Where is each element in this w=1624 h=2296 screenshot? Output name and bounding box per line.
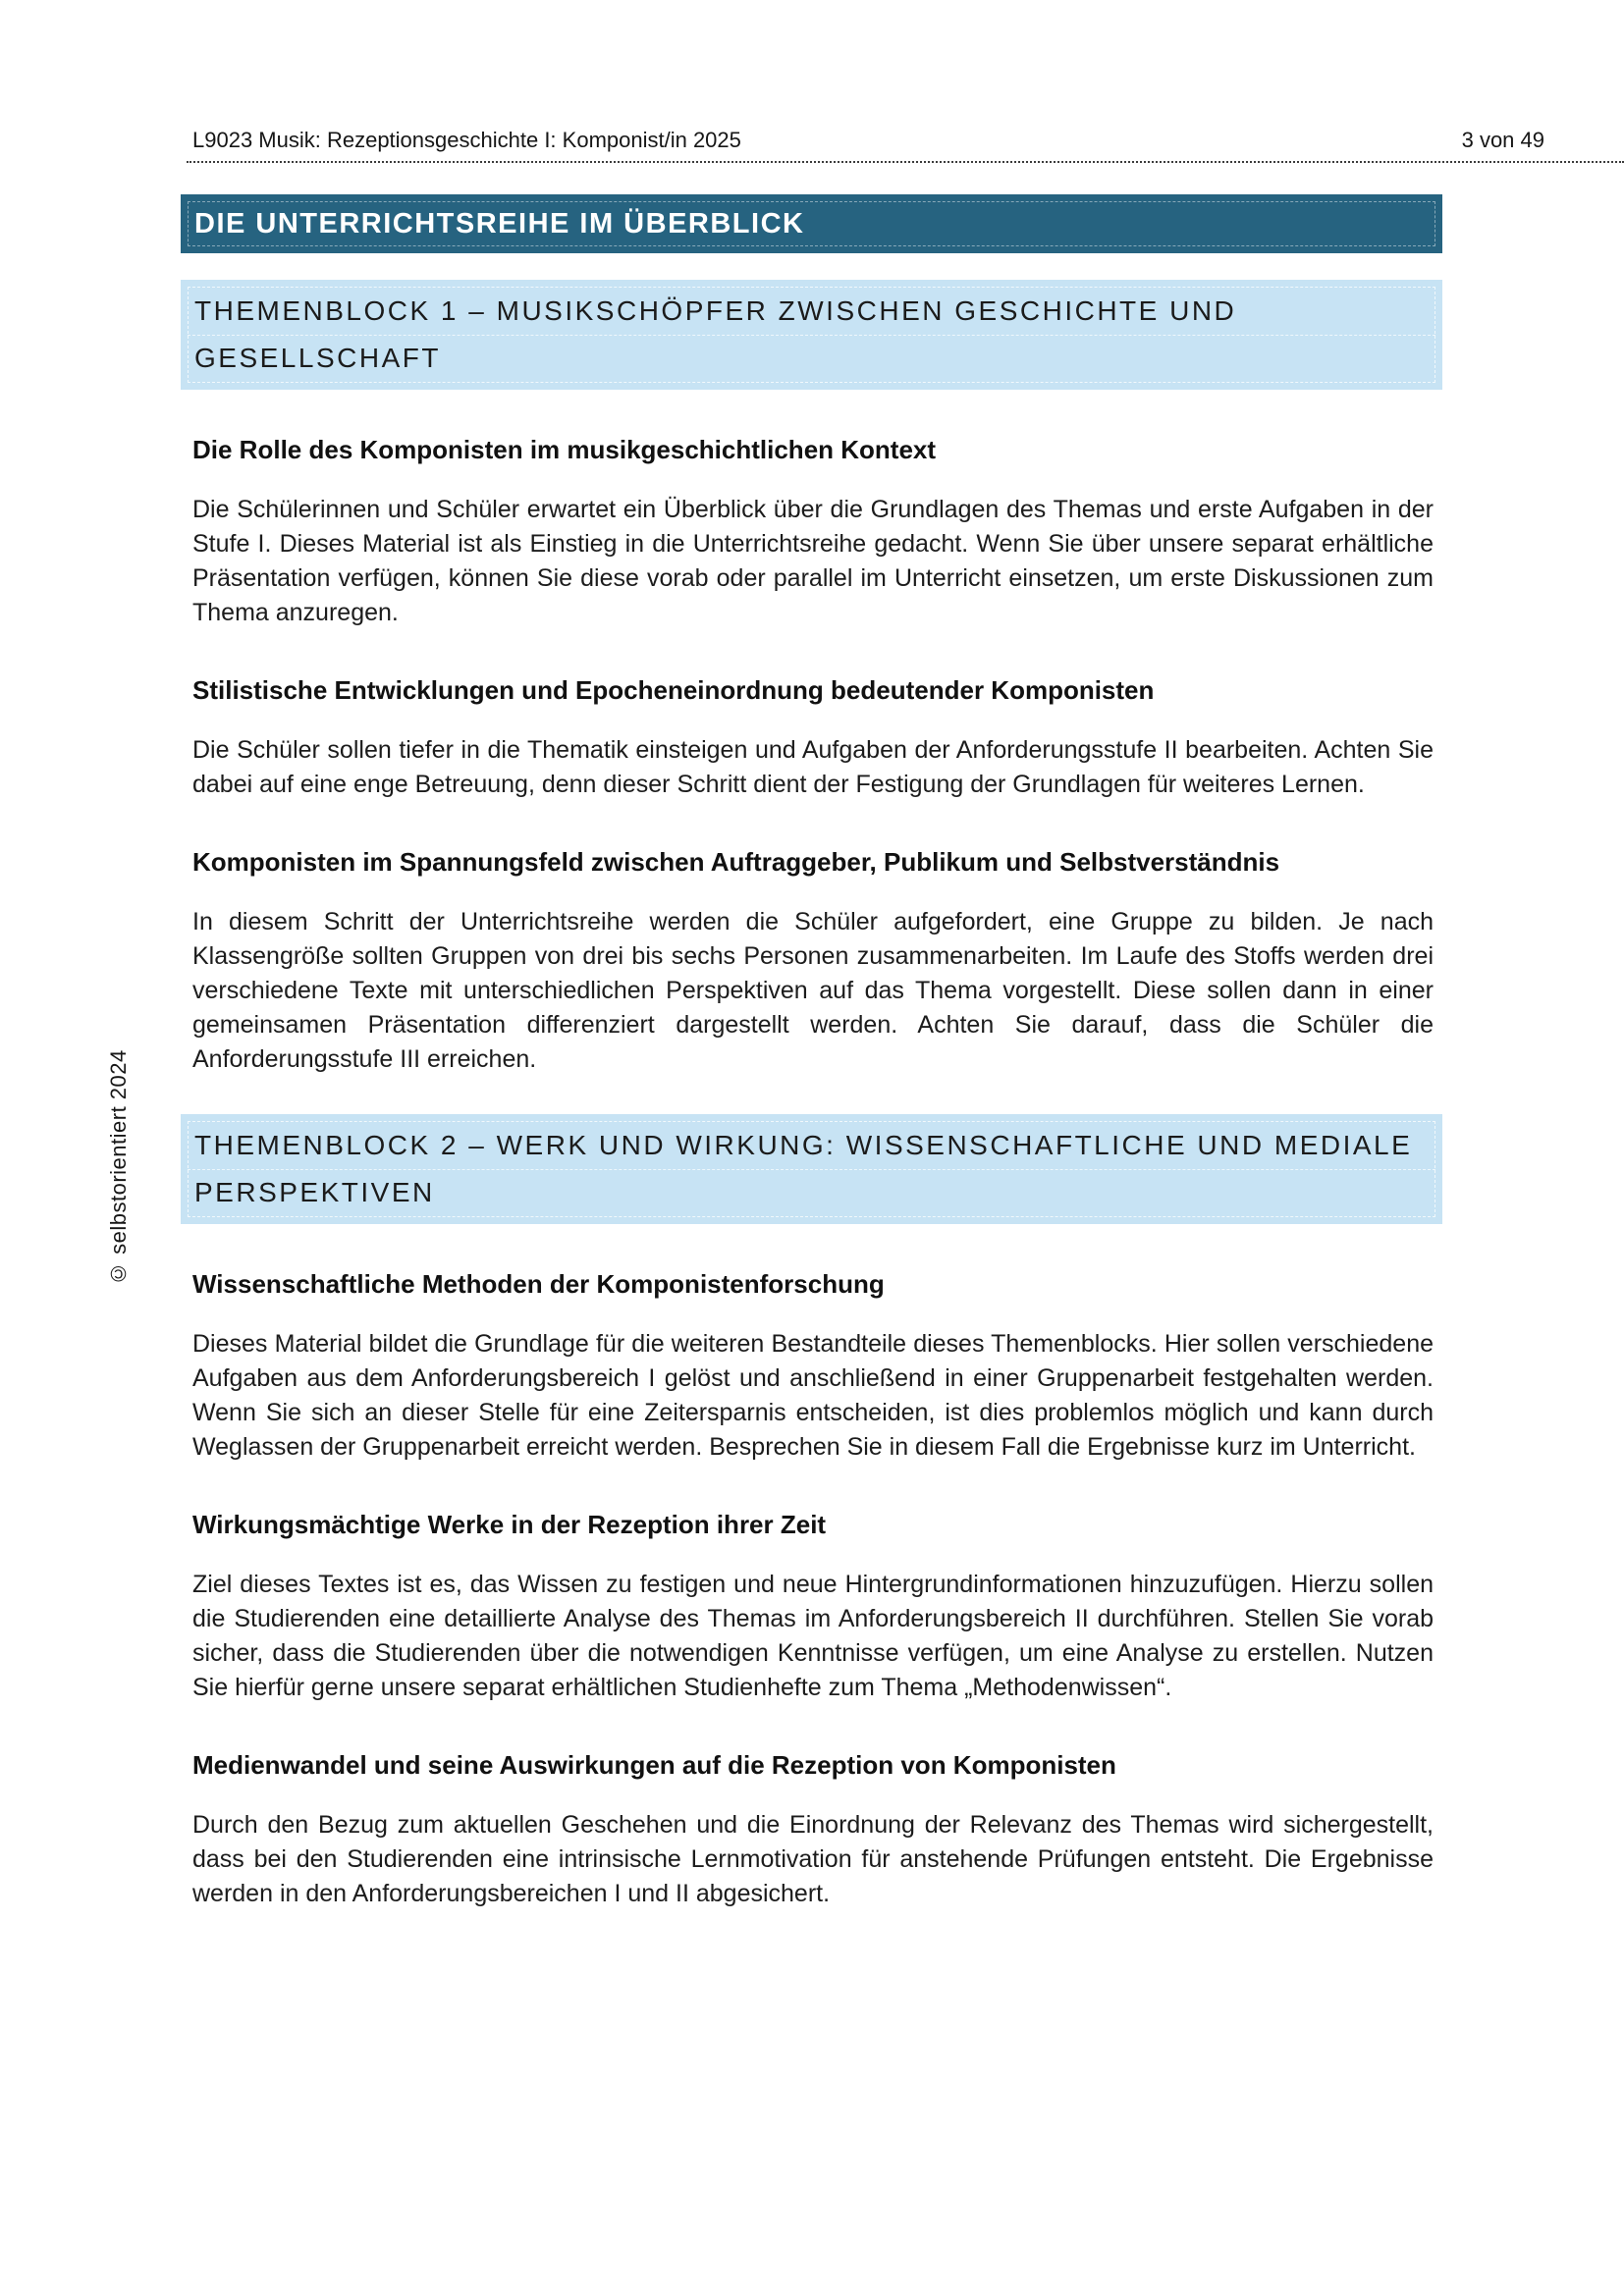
- block-heading: Wirkungsmächtige Werke in der Rezeption ihrer Zeit: [192, 1510, 827, 1539]
- header-rule: [187, 161, 1624, 163]
- block-heading: Stilistische Entwicklungen und Epocheneinordnung bedeutender Komponisten: [192, 675, 1155, 705]
- themenblock-2-banner: [181, 1114, 1442, 1224]
- block-heading: Medienwandel und seine Auswirkungen auf die Rezeption von Komponisten: [192, 1750, 1116, 1780]
- block-paragraph: Ziel dieses Textes ist es, das Wissen zu festigen und neue Hintergrundinformationen hinzuzufügen. Hierzu sollen die Studierenden eine detaillierte Analyse des Themas im Anforderungsbereich II durchführen. Stellen Sie vorab sicher, dass die Studierenden über die notwendigen Kenntnisse verfügen, um eine Analyse zu erstellen. Nutzen Sie hierfür gerne unsere separat erhältlichen Studienhefte zum Thema „Methodenwissen“.: [192, 1571, 1434, 1701]
- section-1-body: [181, 433, 1442, 1077]
- document-code: L9023 Musik: Rezeptionsgeschichte I: Komponist/in 2025: [192, 128, 741, 152]
- block-heading: Komponisten im Spannungsfeld zwischen Auftraggeber, Publikum und Selbstverständnis: [192, 847, 1280, 877]
- page-header: [192, 128, 1544, 153]
- section-2-body: [181, 1267, 1442, 1911]
- block-paragraph: Durch den Bezug zum aktuellen Geschehen und die Einordnung der Relevanz des Themas wird sichergestellt, dass bei den Studierenden eine intrinsische Lernmotivation für anstehende Prüfungen entsteht. Die Ergebnisse werden in den Anforderungsbereichen I und II abgesichert.: [192, 1811, 1434, 1907]
- themenblock-1-title: THEMENBLOCK 1 – MUSIKSCHÖPFER ZWISCHEN GESCHICHTE UND GESELLSCHAFT: [194, 295, 1237, 373]
- overview-title: DIE UNTERRICHTSREIHE IM ÜBERBLICK: [194, 207, 805, 240]
- page-number: 3 von 49: [1461, 128, 1544, 152]
- copyright-vertical-text: © selbstorientiert 2024: [106, 1049, 131, 1286]
- content-column: [181, 194, 1442, 1911]
- block-heading: Die Rolle des Komponisten im musikgeschichtlichen Kontext: [192, 435, 937, 464]
- themenblock-2-title: THEMENBLOCK 2 – WERK UND WIRKUNG: WISSENSCHAFTLICHE UND MEDIALE PERSPEKTIVEN: [194, 1130, 1413, 1207]
- block-paragraph: Die Schüler sollen tiefer in die Thematik einsteigen und Aufgaben der Anforderungsstufe II bearbeiten. Achten Sie dabei auf eine enge Betreuung, denn dieser Schritt dient der Festigung der Grundlagen für weiteres Lernen.: [192, 736, 1434, 798]
- overview-title-banner: [181, 194, 1442, 253]
- block-paragraph: In diesem Schritt der Unterrichtsreihe werden die Schüler aufgefordert, eine Gruppe zu bilden. Je nach Klassengröße sollten Gruppen von drei bis sechs Personen zusammenarbeiten. Im Laufe des Stoffs werden drei verschiedene Texte mit unterschiedlichen Perspektiven auf das Thema vorgestellt. Diese sollen dann in einer gemeinsamen Präsentation differenziert dargestellt werden. Achten Sie darauf, dass die Schüler die Anforderungsstufe III erreichen.: [192, 908, 1434, 1073]
- block-paragraph: Dieses Material bildet die Grundlage für die weiteren Bestandteile dieses Themenblocks. Hier sollen verschiedene Aufgaben aus dem Anforderungsbereich I gelöst und anschließend in einer Gruppenarbeit festgehalten werden. Wenn Sie sich an dieser Stelle für eine Zeitersparnis entscheiden, ist dies problemlos möglich und kann durch Weglassen der Gruppenarbeit erreicht werden. Besprechen Sie in diesem Fall die Ergebnisse kurz im Unterricht.: [192, 1330, 1434, 1461]
- block-paragraph: Die Schülerinnen und Schüler erwartet ein Überblick über die Grundlagen des Themas und erste Aufgaben in der Stufe I. Dieses Material ist als Einstieg in die Unterrichtsreihe gedacht. Wenn Sie über unsere separat erhältliche Präsentation verfügen, können Sie diese vorab oder parallel im Unterricht einsetzen, um erste Diskussionen zum Thema anzuregen.: [192, 496, 1434, 626]
- block-heading: Wissenschaftliche Methoden der Komponistenforschung: [192, 1269, 885, 1299]
- themenblock-1-banner: [181, 280, 1442, 390]
